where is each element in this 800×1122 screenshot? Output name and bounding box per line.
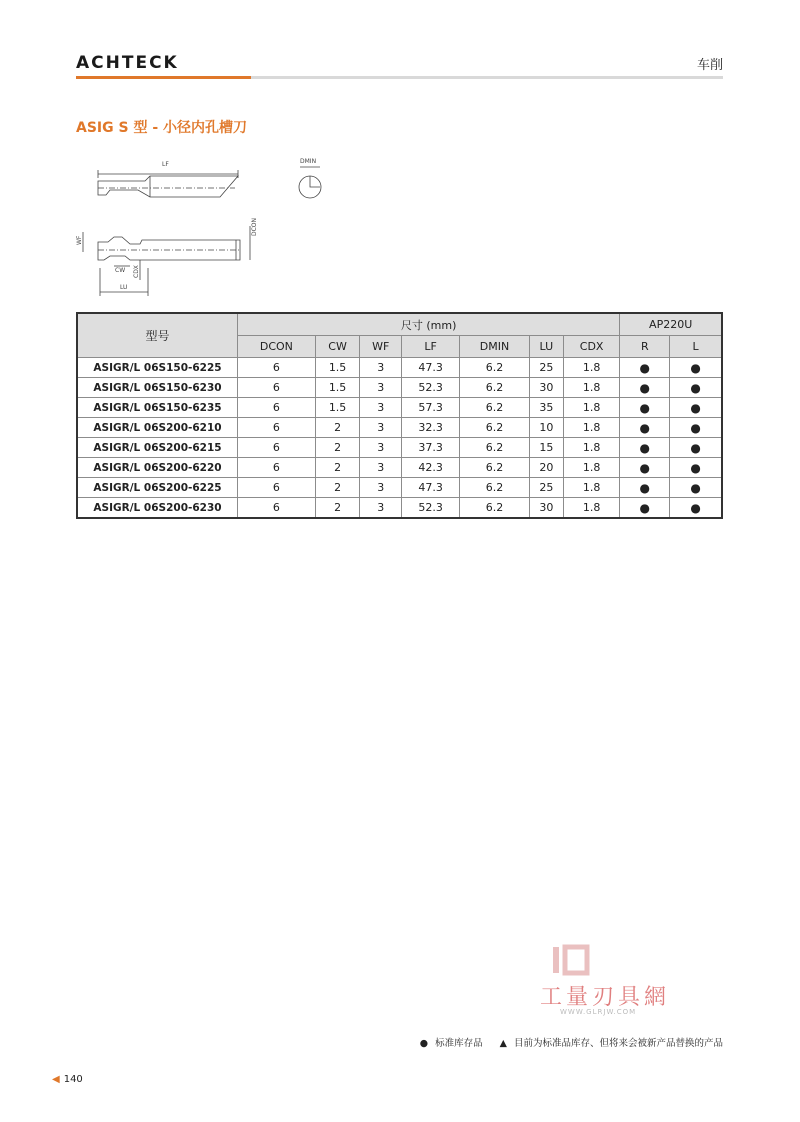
- dimension-cell: 3: [360, 498, 402, 519]
- tool-drawings: [70, 150, 317, 300]
- header-rule-accent: [76, 76, 251, 79]
- dimension-cell: 1.8: [563, 458, 619, 478]
- lu-label: LU: [120, 284, 128, 291]
- dimension-cell: 6: [238, 398, 316, 418]
- dimension-cell: 2: [315, 478, 360, 498]
- dimension-cell: 6: [238, 458, 316, 478]
- dimension-cell: 6: [238, 358, 316, 378]
- stock-indicator: ●: [670, 418, 722, 438]
- dimension-cell: 2: [315, 458, 360, 478]
- dimension-cell: 57.3: [401, 398, 459, 418]
- dimension-cell: 6.2: [460, 398, 530, 418]
- page-number: [52, 1074, 83, 1085]
- column-header: L: [670, 336, 722, 358]
- end-view-drawing: [299, 167, 321, 198]
- dimension-cell: 3: [360, 358, 402, 378]
- dimension-cell: 47.3: [401, 478, 459, 498]
- stock-indicator: ●: [620, 438, 670, 458]
- column-header: DCON: [238, 336, 316, 358]
- dimension-cell: 6: [238, 418, 316, 438]
- dimension-cell: 2: [315, 418, 360, 438]
- model-cell: ASIGR/L 06S200-6210: [77, 418, 238, 438]
- stock-indicator: ●: [670, 498, 722, 519]
- model-cell: ASIGR/L 06S200-6220: [77, 458, 238, 478]
- dimension-cell: 6.2: [460, 458, 530, 478]
- dimension-cell: 6.2: [460, 378, 530, 398]
- dimension-cell: 15: [529, 438, 563, 458]
- dimension-cell: 35: [529, 398, 563, 418]
- dimension-cell: 30: [529, 498, 563, 519]
- stock-indicator: ●: [620, 458, 670, 478]
- table-row: [77, 458, 722, 478]
- logo: ACHTECK: [76, 53, 179, 73]
- lf-label: LF: [162, 161, 169, 168]
- section-label: 车削: [696, 58, 723, 73]
- stock-indicator: ●: [670, 358, 722, 378]
- dimension-cell: 6: [238, 478, 316, 498]
- dims-header: 尺寸 (mm): [238, 313, 620, 336]
- dimension-cell: 3: [360, 458, 402, 478]
- page-title: ASIG S 型 - 小径内孔槽刀: [76, 120, 248, 136]
- legend-replace-symbol: ▲: [499, 1038, 507, 1049]
- dimension-cell: 2: [315, 498, 360, 519]
- spec-table: [76, 312, 723, 519]
- model-cell: ASIGR/L 06S200-6225: [77, 478, 238, 498]
- watermark-url: WWW.GLRJW.COM: [560, 1008, 637, 1016]
- column-header: WF: [360, 336, 402, 358]
- dimension-cell: 1.8: [563, 398, 619, 418]
- dimension-cell: 1.8: [563, 438, 619, 458]
- dimension-cell: 30: [529, 378, 563, 398]
- model-header: 型号: [77, 313, 238, 358]
- dimension-cell: 1.5: [315, 398, 360, 418]
- column-header: LF: [401, 336, 459, 358]
- dimension-cell: 1.8: [563, 418, 619, 438]
- column-header: CW: [315, 336, 360, 358]
- dimension-cell: 1.8: [563, 498, 619, 519]
- dimension-cell: 25: [529, 478, 563, 498]
- stock-indicator: ●: [670, 438, 722, 458]
- dimension-cell: 25: [529, 358, 563, 378]
- stock-indicator: ●: [670, 458, 722, 478]
- wf-label: WF: [76, 235, 83, 245]
- dimension-cell: 3: [360, 478, 402, 498]
- cw-label: CW: [115, 267, 126, 274]
- dimension-cell: 42.3: [401, 458, 459, 478]
- dimension-cell: 3: [360, 398, 402, 418]
- dimension-cell: 37.3: [401, 438, 459, 458]
- page-number-text: 140: [63, 1074, 83, 1085]
- side-view-drawing: [98, 170, 238, 197]
- legend: [410, 1035, 723, 1049]
- dimension-cell: 6.2: [460, 438, 530, 458]
- column-header: CDX: [563, 336, 619, 358]
- page-arrow-icon: ◀: [52, 1074, 60, 1085]
- grade-header: AP220U: [620, 313, 722, 336]
- dimension-cell: 6.2: [460, 478, 530, 498]
- stock-indicator: ●: [670, 378, 722, 398]
- table-row: [77, 438, 722, 458]
- table-row: [77, 498, 722, 519]
- legend-stock-text: 标准库存品: [435, 1038, 483, 1049]
- legend-replace-text: 目前为标准品库存、但将来会被新产品替换的产品: [513, 1038, 723, 1049]
- dimension-cell: 3: [360, 418, 402, 438]
- dimension-cell: 6.2: [460, 418, 530, 438]
- legend-stock-symbol: ●: [419, 1038, 429, 1049]
- table-row: [77, 378, 722, 398]
- watermark-text: 工量刃具網: [540, 985, 671, 1010]
- dimension-cell: 32.3: [401, 418, 459, 438]
- column-header: R: [620, 336, 670, 358]
- model-cell: ASIGR/L 06S150-6230: [77, 378, 238, 398]
- dimension-cell: 6.2: [460, 498, 530, 519]
- dimension-cell: 2: [315, 438, 360, 458]
- dimension-cell: 1.5: [315, 378, 360, 398]
- stock-indicator: ●: [670, 478, 722, 498]
- stock-indicator: ●: [620, 498, 670, 519]
- stock-indicator: ●: [620, 398, 670, 418]
- table-row: [77, 398, 722, 418]
- dcon-label: DCON: [251, 217, 258, 236]
- dimension-cell: 3: [360, 378, 402, 398]
- dimension-cell: 52.3: [401, 498, 459, 519]
- dimension-cell: 10: [529, 418, 563, 438]
- model-cell: ASIGR/L 06S150-6225: [77, 358, 238, 378]
- stock-indicator: ●: [620, 478, 670, 498]
- dimension-cell: 20: [529, 458, 563, 478]
- dimension-cell: 6: [238, 438, 316, 458]
- dimension-cell: 1.8: [563, 358, 619, 378]
- dimension-cell: 6.2: [460, 358, 530, 378]
- stock-indicator: ●: [670, 398, 722, 418]
- dimension-cell: 3: [360, 438, 402, 458]
- model-cell: ASIGR/L 06S200-6230: [77, 498, 238, 519]
- model-cell: ASIGR/L 06S150-6235: [77, 398, 238, 418]
- dimension-cell: 47.3: [401, 358, 459, 378]
- dimension-cell: 6: [238, 498, 316, 519]
- model-cell: ASIGR/L 06S200-6215: [77, 438, 238, 458]
- table-row: [77, 418, 722, 438]
- column-header: LU: [529, 336, 563, 358]
- dimension-cell: 1.8: [563, 378, 619, 398]
- dimension-cell: 6: [238, 378, 316, 398]
- watermark-logo: [535, 945, 605, 981]
- dimension-cell: 1.8: [563, 478, 619, 498]
- column-header: DMIN: [460, 336, 530, 358]
- stock-indicator: ●: [620, 358, 670, 378]
- stock-indicator: ●: [620, 378, 670, 398]
- dmin-label: DMIN: [300, 158, 317, 165]
- table-row: [77, 478, 722, 498]
- table-row: [77, 358, 722, 378]
- dimension-cell: 52.3: [401, 378, 459, 398]
- cdx-label: CDX: [133, 265, 140, 278]
- dimension-cell: 1.5: [315, 358, 360, 378]
- top-view-drawing: [83, 226, 250, 296]
- stock-indicator: ●: [620, 418, 670, 438]
